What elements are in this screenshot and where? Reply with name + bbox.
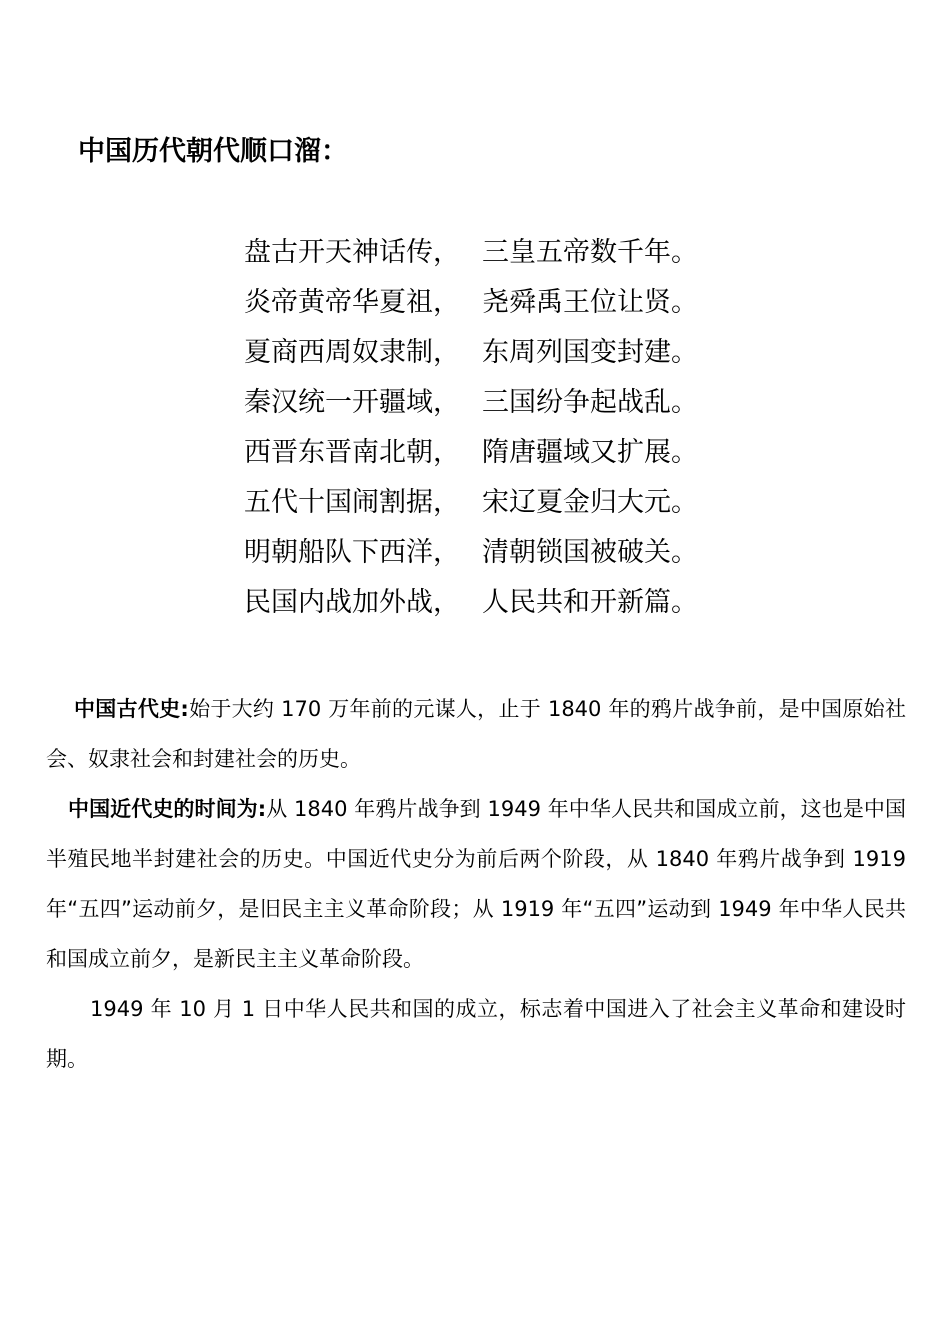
paragraph-modern-history xyxy=(46,784,906,984)
page-title: 中国历代朝代顺口溜： xyxy=(78,136,348,167)
poem-line-first-half: 五代十国闹割据， xyxy=(244,487,460,518)
poem-line-second-half: 清朝锁国被破关。 xyxy=(482,537,698,568)
poem-line-second-half: 尧舜禹王位让贤。 xyxy=(482,287,698,318)
paragraph-text: 从 1840 年鸦片战争到 1949 年中华人民共和国成立前，这也是中国半殖民地半封建社会的历史。中国近代史分为前后两个阶段，从 1840 年鸦片战争到 1919 年“五四”运动前夕，是旧民主主义革命阶段；从 1919 年“五四”运动到 1949 年中华人民共和国成立前夕，是新民主主义革命阶段。 xyxy=(46,797,906,971)
paragraph-founding xyxy=(46,984,906,1084)
poem-line-first-half: 夏商西周奴隶制， xyxy=(244,337,460,368)
poem-line xyxy=(200,428,740,478)
poem-line xyxy=(200,328,740,378)
poem-line xyxy=(200,528,740,578)
poem-line-first-half: 明朝船队下西洋， xyxy=(244,537,460,568)
poem-line xyxy=(200,278,740,328)
poem-line-first-half: 秦汉统一开疆域， xyxy=(244,387,460,418)
poem-line-second-half: 隋唐疆域又扩展。 xyxy=(482,437,698,468)
paragraph-label: 中国古代史: xyxy=(74,697,189,721)
poem-line-first-half: 民国内战加外战， xyxy=(244,587,460,618)
paragraph-text: 1949 年 10 月 1 日中华人民共和国的成立，标志着中国进入了社会主义革命和建设时期。 xyxy=(46,997,906,1071)
paragraph-text: 始于大约 170 万年前的元谋人，止于 1840 年的鸦片战争前，是中国原始社会、奴隶社会和封建社会的历史。 xyxy=(46,697,906,771)
poem-line-first-half: 西晋东晋南北朝， xyxy=(244,437,460,468)
paragraph-label: 中国近代史的时间为: xyxy=(68,797,267,821)
poem-line-second-half: 三国纷争起战乱。 xyxy=(482,387,698,418)
poem-line-first-half: 炎帝黄帝华夏祖， xyxy=(244,287,460,318)
poem-line xyxy=(200,478,740,528)
poem xyxy=(200,228,740,628)
poem-line-second-half: 宋辽夏金归大元。 xyxy=(482,487,698,518)
poem-line-second-half: 东周列国变封建。 xyxy=(482,337,698,368)
poem-line-second-half: 三皇五帝数千年。 xyxy=(482,237,698,268)
poem-line-second-half: 人民共和开新篇。 xyxy=(482,587,698,618)
poem-line xyxy=(200,578,740,628)
poem-line xyxy=(200,378,740,428)
paragraph-ancient-history xyxy=(46,684,906,784)
poem-line xyxy=(200,228,740,278)
body-text xyxy=(46,684,906,1084)
poem-line-first-half: 盘古开天神话传， xyxy=(244,237,460,268)
